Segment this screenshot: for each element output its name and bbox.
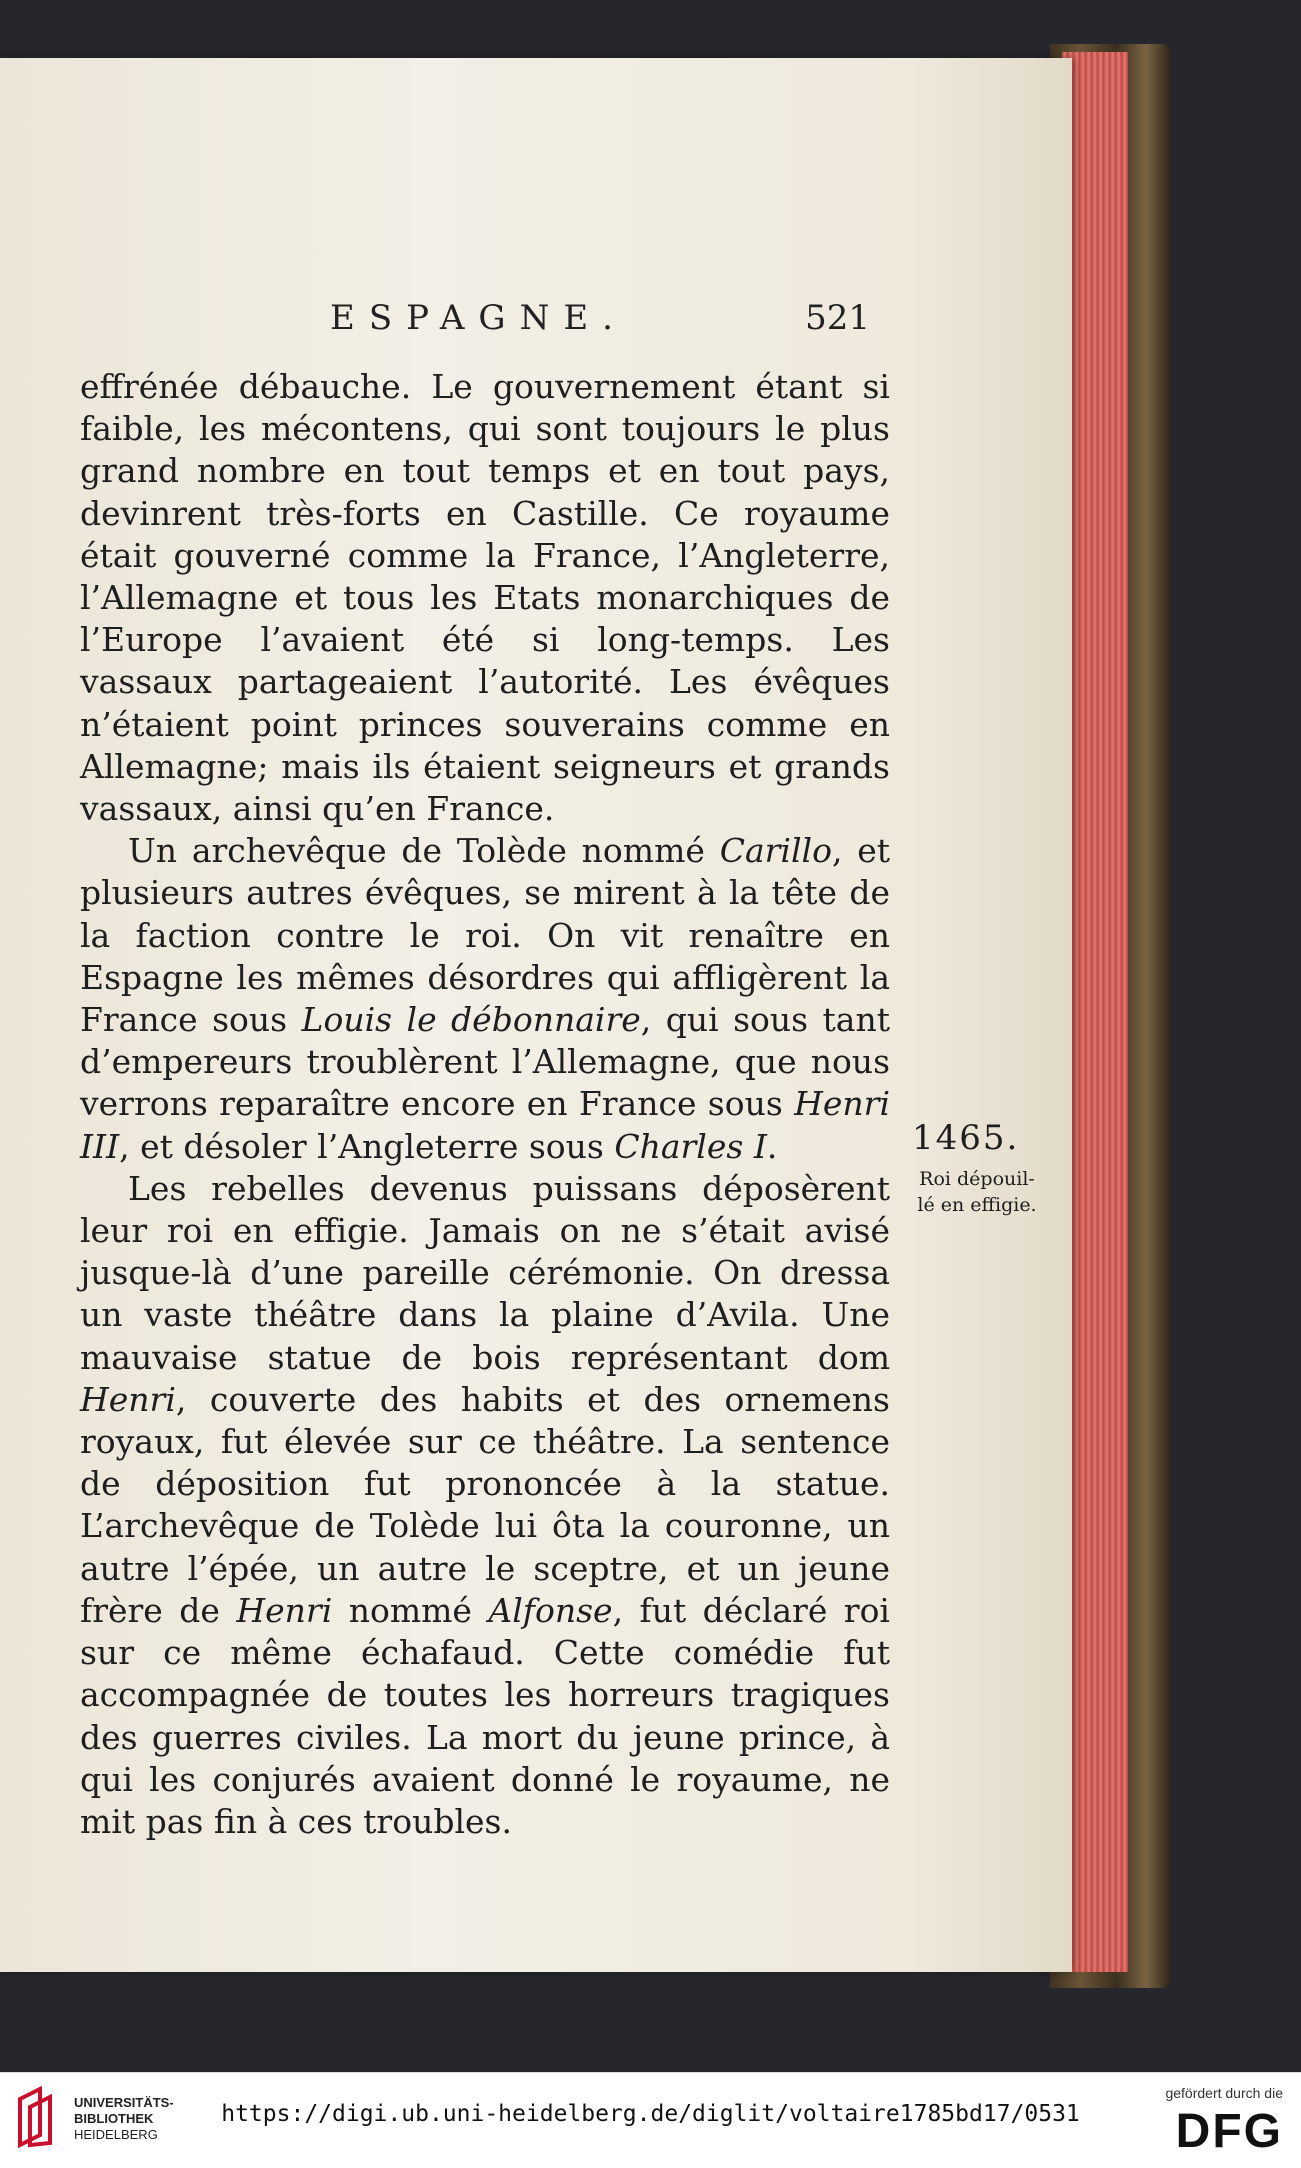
book-page <box>0 58 1072 1972</box>
margin-note-line: Roi dépouil- <box>919 1168 1035 1190</box>
italic-name: Louis le débonnaire <box>301 1000 641 1040</box>
italic-name: Henri III <box>80 1084 890 1166</box>
italic-name: Henri <box>80 1379 176 1419</box>
permalink-url[interactable]: https://digi.ub.uni-heidelberg.de/diglit/voltaire1785bd17/0531 <box>221 2101 1080 2127</box>
paragraph-2 <box>80 830 890 1168</box>
margin-year: 1465. <box>912 1118 1020 1158</box>
text-run: , couverte des habits et des ornemens royaux, fut élevée sur ce théâtre. La sentence de déposition fut prononcée à la statue. L’archevêque de Tolède lui ôta la couronne, un autre l’épée, un autre le sceptre, et un jeune frère de <box>80 1379 890 1630</box>
text-run: Les rebelles devenus puissans déposèrent leur roi en effigie. Jamais on ne s’était avisé jusque-là d’une pareille cérémonie. On dressa un vaste théâtre dans la plaine d’Avila. Une mauvaise statue de bois représentant dom <box>80 1168 890 1377</box>
italic-name: Carillo <box>719 831 832 871</box>
text-run: , qui sous tant d’empereurs troublèrent l’Allemagne, que nous verrons reparaître encore en France sous <box>80 1000 890 1124</box>
text-run: , et plusieurs autres évêques, se mirent à la tête de la faction contre le roi. On vit renaître en Espagne les mêmes désordres qui affligèrent la France sous <box>80 831 890 1040</box>
paragraph-1: effrénée débauche. Le gouvernement étant si faible, les mécontens, qui sont toujours le plus grand nombre en tout temps et en tout pays, devinrent très-forts en Castille. Ce royaume était gouverné comme la France, l’Angleterre, l’Allemagne et tous les Etats monarchiques de l’Europe l’avaient été si long-temps. Les vassaux partageaient l’autorité. Les évêques n’étaient point princes souverains comme en Allemagne; mais ils étaient seigneurs et grands vassaux, ainsi qu’en France. <box>80 367 890 829</box>
page-number: 521 <box>805 298 870 338</box>
text-run: . <box>766 1126 778 1166</box>
italic-name: Charles I <box>614 1126 767 1166</box>
margin-note-line: lé en effigie. <box>917 1194 1037 1216</box>
paragraph-3 <box>80 1168 890 1843</box>
page-text <box>80 366 890 1843</box>
running-title: ESPAGNE. <box>330 298 627 338</box>
logo-line: HEIDELBERG <box>74 2127 158 2142</box>
italic-name: Alfonse <box>488 1590 613 1630</box>
dfg-logo[interactable]: DFG <box>1175 2105 1283 2158</box>
page-header <box>330 298 870 338</box>
text-run: nommé <box>332 1590 489 1630</box>
funder-label: gefördert durch die <box>1165 2085 1283 2101</box>
logo-line: BIBLIOTHEK <box>74 2111 154 2126</box>
footer-bar <box>0 2072 1301 2168</box>
italic-name: Henri <box>236 1590 333 1630</box>
text-run: , fut déclaré roi sur ce même échafaud. Cette comédie fut accompagnée de toutes les horreurs tragiques des guerres civiles. La mort du jeune prince, à qui les conjurés avaient donné le royaume, ne mit pas fin à ces troubles. <box>80 1590 890 1841</box>
logo-line: UNIVERSITÄTS- <box>74 2095 174 2110</box>
text-run: Un archevêque de Tolède nommé <box>128 831 720 871</box>
text-run: , et désoler l’Angleterre sous <box>119 1126 615 1166</box>
margin-note <box>892 1166 1062 1218</box>
